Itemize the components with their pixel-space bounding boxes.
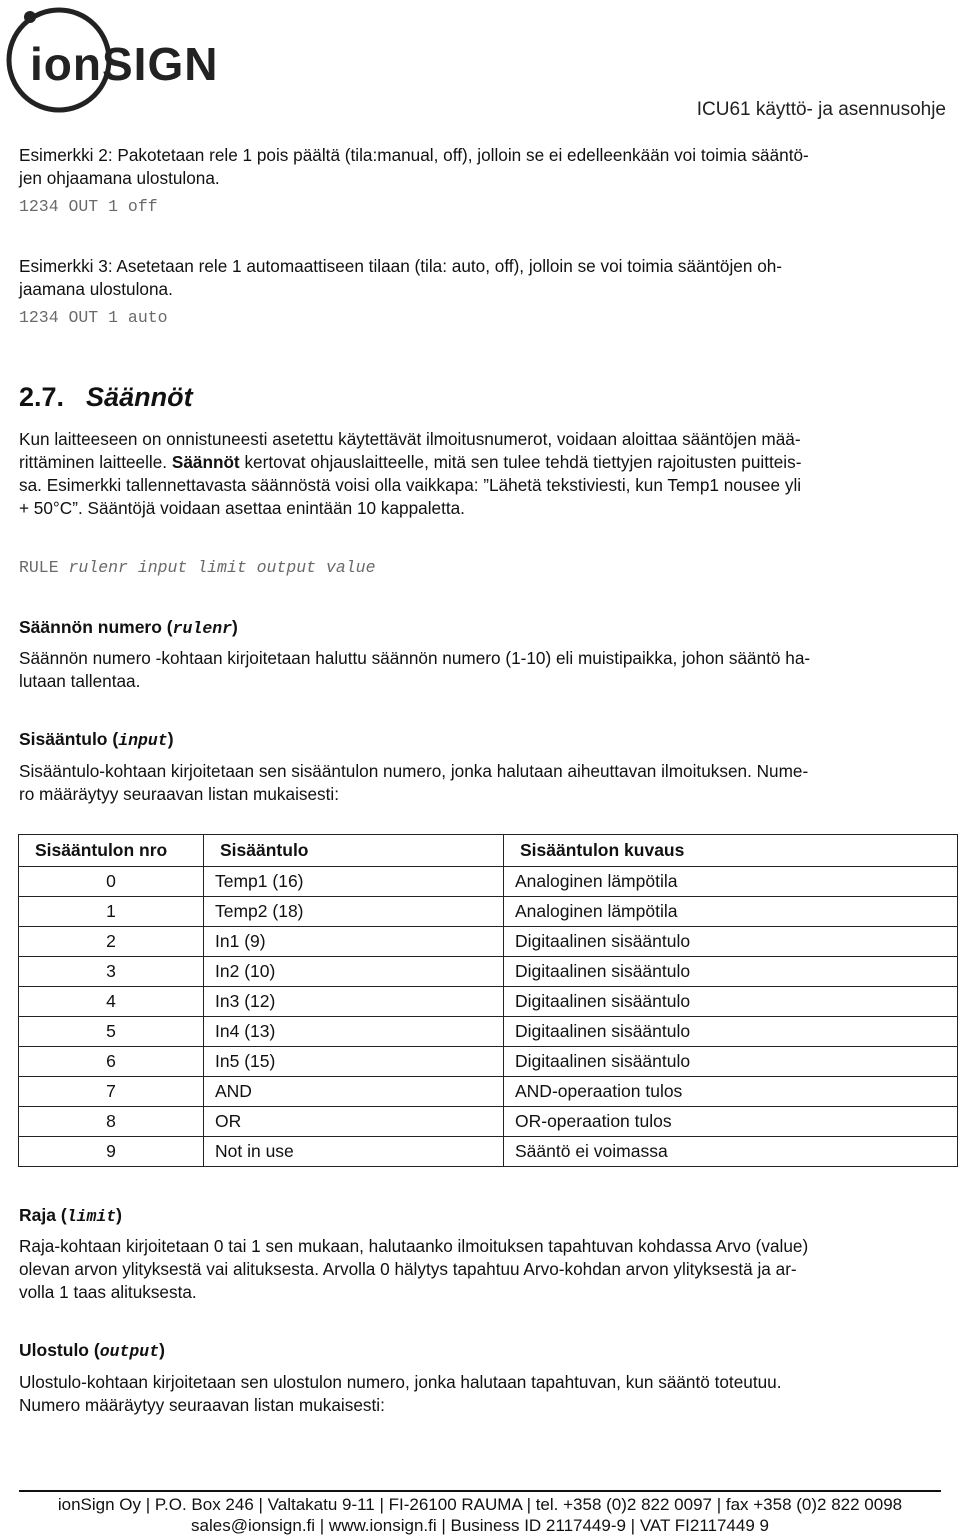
input-heading-text: Sisääntulo ( [19, 729, 119, 749]
table-row [19, 1047, 958, 1077]
rulenr-line-2: lutaan tallentaa. [19, 671, 141, 691]
example-2-text [19, 144, 944, 190]
rule-syntax-args: rulenr input limit output value [68, 558, 376, 577]
table-cell: 0 [19, 867, 204, 897]
table-header: Sisääntulo [204, 835, 504, 867]
section-heading [19, 382, 193, 413]
example-2-code: 1234 OUT 1 off [19, 197, 158, 216]
table-header: Sisääntulon nro [19, 835, 204, 867]
section-title: Säännöt [86, 382, 193, 412]
table-cell: Digitaalinen sisääntulo [504, 927, 958, 957]
table-cell: Not in use [204, 1137, 504, 1167]
table-row [19, 927, 958, 957]
rulenr-heading [19, 617, 238, 638]
table-cell: 9 [19, 1137, 204, 1167]
limit-param: limit [66, 1207, 117, 1226]
document-title: ICU61 käyttö- ja asennusohje [696, 99, 946, 120]
limit-heading [19, 1205, 122, 1226]
output-description [19, 1371, 944, 1417]
table-cell: 4 [19, 987, 204, 1017]
input-line-2: ro määräytyy seuraavan listan mukaisesti: [19, 784, 340, 804]
rulenr-heading-text: Säännön numero ( [19, 617, 173, 637]
table-cell: Digitaalinen sisääntulo [504, 957, 958, 987]
rulenr-line-1: Säännön numero -kohtaan kirjoitetaan haluttu säännön numero (1-10) eli muistipaikka, johon sääntö ha- [19, 648, 811, 668]
rulenr-description [19, 647, 944, 693]
table-cell: Temp1 (16) [204, 867, 504, 897]
limit-close: ) [116, 1205, 122, 1225]
intro-keyword: Säännöt [171, 452, 240, 472]
section-intro [19, 428, 944, 520]
table-header-row [19, 835, 958, 867]
limit-heading-text: Raja ( [19, 1205, 67, 1225]
input-line-1: Sisääntulo-kohtaan kirjoitetaan sen sisääntulon numero, jonka halutaan aiheuttavan ilmoituksen. Nume- [19, 761, 809, 781]
limit-description [19, 1235, 944, 1304]
intro-line-2a: rittäminen laitteelle. [19, 452, 172, 472]
table-cell: Digitaalinen sisääntulo [504, 1017, 958, 1047]
table-cell: In3 (12) [204, 987, 504, 1017]
table-cell: Analoginen lämpötila [504, 897, 958, 927]
table-cell: Sääntö ei voimassa [504, 1137, 958, 1167]
table-cell: Analoginen lämpötila [504, 867, 958, 897]
output-heading [19, 1340, 165, 1361]
example-3-code: 1234 OUT 1 auto [19, 308, 168, 327]
rule-syntax-command: RULE [19, 558, 59, 577]
table-row [19, 1077, 958, 1107]
output-line-2: Numero määräytyy seuraavan listan mukaisesti: [19, 1395, 385, 1415]
output-param: output [99, 1342, 160, 1361]
table-cell: In1 (9) [204, 927, 504, 957]
example-3-line-2: jaamana ulostulona. [19, 279, 173, 299]
footer-divider [19, 1490, 941, 1492]
table-row [19, 1107, 958, 1137]
table-header: Sisääntulon kuvaus [504, 835, 958, 867]
table-cell: 6 [19, 1047, 204, 1077]
intro-line-4: + 50°C”. Sääntöjä voidaan asettaa enintään 10 kappaletta. [19, 498, 465, 518]
limit-line-3: volla 1 taas alituksesta. [19, 1282, 197, 1302]
table-cell: In2 (10) [204, 957, 504, 987]
table-cell: 7 [19, 1077, 204, 1107]
example-3-text [19, 255, 944, 301]
table-cell: 5 [19, 1017, 204, 1047]
intro-line-1: Kun laitteeseen on onnistuneesti asetettu käytettävät ilmoitusnumerot, voidaan aloittaa sääntöjen mää- [19, 429, 801, 449]
table-row [19, 867, 958, 897]
table-cell: Temp2 (18) [204, 897, 504, 927]
table-cell: 3 [19, 957, 204, 987]
output-heading-text: Ulostulo ( [19, 1340, 100, 1360]
ionsign-logo [4, 0, 254, 122]
rulenr-close: ) [232, 617, 238, 637]
input-close: ) [167, 729, 174, 749]
table-cell: In4 (13) [204, 1017, 504, 1047]
example-3-line-1: Esimerkki 3: Asetetaan rele 1 automaattiseen tilaan (tila: auto, off), jolloin se voi toimia sääntöjen oh- [19, 256, 783, 276]
limit-line-2: olevan arvon ylityksestä vai alituksesta. Arvolla 0 hälytys tapahtuu Arvo-kohdan arvon ylityksestä ja ar- [19, 1259, 797, 1279]
rulenr-param: rulenr [172, 619, 233, 638]
table-cell: OR-operaation tulos [504, 1107, 958, 1137]
input-heading [19, 729, 174, 750]
table-cell: In5 (15) [204, 1047, 504, 1077]
intro-line-3: sa. Esimerkki tallennettavasta säännöstä voisi olla vaikkapa: ”Lähetä tekstiviesti, kun Temp1 nousee yli [19, 475, 802, 495]
table-cell: 2 [19, 927, 204, 957]
table-row [19, 957, 958, 987]
example-2-line-2: jen ohjaamana ulostulona. [19, 168, 220, 188]
section-number: 2.7. [19, 382, 65, 412]
table-row [19, 1137, 958, 1167]
footer-contact-line: ionSign Oy | P.O. Box 246 | Valtakatu 9-11 | FI-26100 RAUMA | tel. +358 (0)2 822 0097 | fax +358 (0)2 822 0098 [57, 1495, 903, 1514]
table-cell: OR [204, 1107, 504, 1137]
table-cell: 1 [19, 897, 204, 927]
rule-syntax [19, 558, 375, 577]
logo-wordmark: ionSIGN [30, 38, 219, 90]
input-table [18, 834, 958, 1167]
table-cell: 8 [19, 1107, 204, 1137]
example-2-line-1: Esimerkki 2: Pakotetaan rele 1 pois päältä (tila:manual, off), jolloin se ei edelleenkään voi toimia sääntö- [19, 145, 809, 165]
table-cell: Digitaalinen sisääntulo [504, 1047, 958, 1077]
output-line-1: Ulostulo-kohtaan kirjoitetaan sen ulostulon numero, jonka halutaan tapahtuvan, kun sääntö toteutuu. [19, 1372, 782, 1392]
intro-line-2c: kertovat ohjauslaitteelle, mitä sen tulee tehdä tiettyjen rajoitusten puitteis- [239, 452, 802, 472]
table-row [19, 1017, 958, 1047]
output-close: ) [159, 1340, 165, 1360]
input-param: input [118, 731, 168, 750]
footer-business-line: sales@ionsign.fi | www.ionsign.fi | Business ID 2117449-9 | VAT FI2117449 9 [191, 1516, 769, 1535]
table-cell: AND [204, 1077, 504, 1107]
table-cell: Digitaalinen sisääntulo [504, 987, 958, 1017]
table-row [19, 987, 958, 1017]
table-row [19, 897, 958, 927]
table-cell: AND-operaation tulos [504, 1077, 958, 1107]
limit-line-1: Raja-kohtaan kirjoitetaan 0 tai 1 sen mukaan, halutaanko ilmoituksen tapahtuvan kohdassa Arvo (value) [19, 1236, 809, 1256]
input-description [19, 760, 944, 806]
